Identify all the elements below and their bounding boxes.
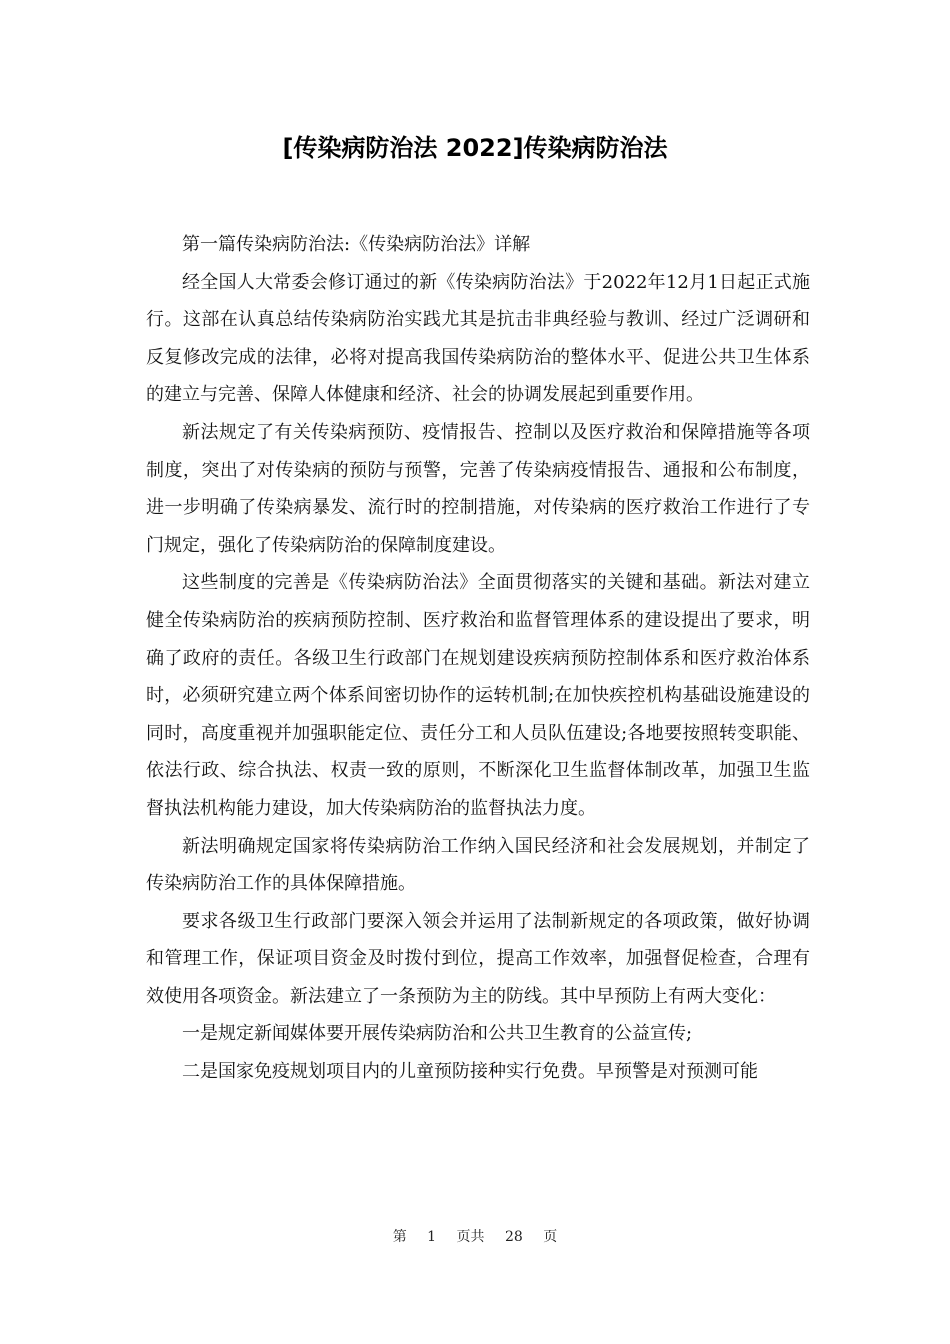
- paragraph: 新法明确规定国家将传染病防治工作纳入国民经济和社会发展规划，并制定了传染病防治工作的具体保障措施。: [146, 835, 810, 895]
- page-footer: [0, 1226, 950, 1248]
- footer-prefix: 第: [392, 1229, 407, 1245]
- paragraph: 二是国家免疫规划项目内的儿童预防接种实行免费。早预警是对预测可能: [182, 1061, 758, 1083]
- paragraph: 新法规定了有关传染病预防、疫情报告、控制以及医疗救治和保障措施等各项制度，突出了对传染病的预防与预警，完善了传染病疫情报告、通报和公布制度，进一步明确了传染病暴发、流行时的控制措施，对传染病的医疗救治工作进行了专门规定，强化了传染病防治的保障制度建设。: [146, 421, 810, 556]
- paragraph: 这些制度的完善是《传染病防治法》全面贯彻落实的关键和基础。新法对建立健全传染病防治的疾病预防控制、医疗救治和监督管理体系的建设提出了要求，明确了政府的责任。各级卫生行政部门在规划建设疾病预防控制体系和医疗救治体系时，必须研究建立两个体系间密切协作的运转机制;在加快疾控机构基础设施建设的同时，高度重视并加强职能定位、责任分工和人员队伍建设;各地要按照转变职能、依法行政、综合执法、权责一致的原则，不断深化卫生监督体制改革，加强卫生监督执法机构能力建设，加大传染病防治的监督执法力度。: [146, 572, 810, 819]
- footer-current-page: 1: [427, 1229, 437, 1245]
- footer-total-pages: 28: [505, 1229, 523, 1245]
- section-heading: 第一篇传染病防治法:《传染病防治法》详解: [182, 234, 531, 255]
- document-title: [传染病防治法 2022]传染病防治法: [282, 134, 668, 162]
- footer-suffix: 页: [543, 1229, 558, 1245]
- footer-mid: 页共: [456, 1229, 485, 1245]
- paragraph: 经全国人大常委会修订通过的新《传染病防治法》于2022年12月1日起正式施行。这部在认真总结传染病防治实践尤其是抗击非典经验与教训、经过广泛调研和反复修改完成的法律，必将对提高我国传染病防治的整体水平、促进公共卫生体系的建立与完善、保障人体健康和经济、社会的协调发展起到重要作用。: [146, 271, 810, 406]
- paragraph: 要求各级卫生行政部门要深入领会并运用了法制新规定的各项政策，做好协调和管理工作，保证项目资金及时拨付到位，提高工作效率，加强督促检查，合理有效使用各项资金。新法建立了一条预防为主的防线。其中早预防上有两大变化：: [146, 910, 810, 1007]
- paragraph: 一是规定新闻媒体要开展传染病防治和公共卫生教育的公益宣传;: [182, 1023, 693, 1045]
- document-body: [146, 226, 810, 1091]
